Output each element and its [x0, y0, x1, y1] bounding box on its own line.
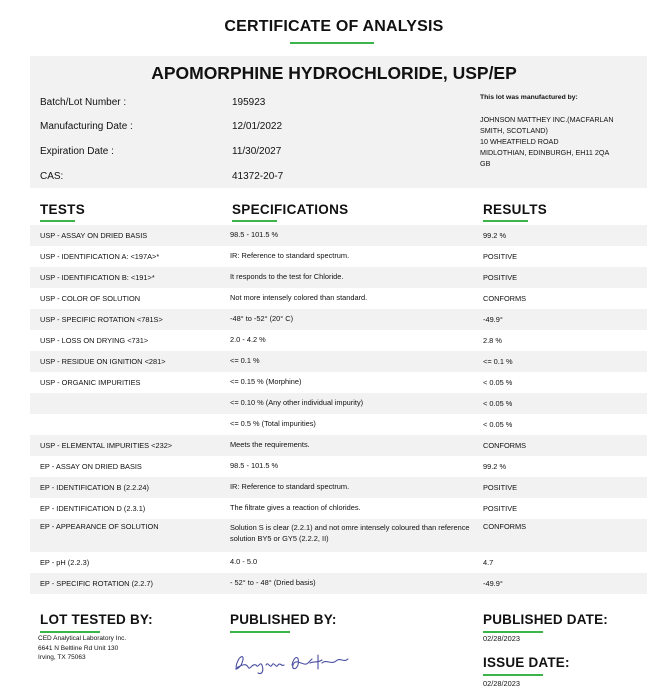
- table-row: [30, 552, 647, 573]
- test-cell: EP - APPEARANCE OF SOLUTION: [40, 522, 159, 531]
- result-cell: CONFORMS: [483, 522, 527, 531]
- expiration-date-value: 11/30/2027: [232, 146, 282, 157]
- signature-image: [228, 645, 358, 680]
- table-row: [30, 456, 647, 477]
- result-cell: 99.2 %: [483, 462, 507, 471]
- manufacturer-address-line: SMITH, SCOTLAND): [480, 126, 548, 135]
- result-cell: 4.7: [483, 558, 494, 567]
- result-cell: POSITIVE: [483, 252, 518, 261]
- table-row: [30, 372, 647, 393]
- test-cell: USP - IDENTIFICATION B: <191>*: [40, 273, 155, 282]
- test-cell: EP - SPECIFIC ROTATION (2.2.7): [40, 579, 153, 588]
- spec-cell: Meets the requirements.: [230, 440, 310, 449]
- spec-cell: IR: Reference to standard spectrum.: [230, 251, 350, 260]
- spec-cell: -48° to -52° (20° C): [230, 314, 294, 323]
- spec-cell: Not more intensely colored than standard.: [230, 293, 368, 302]
- published-by-underline: [230, 631, 290, 633]
- result-cell: < 0.05 %: [483, 420, 513, 429]
- test-cell: USP - COLOR OF SOLUTION: [40, 294, 141, 303]
- spec-cell: 98.5 - 101.5 %: [230, 461, 279, 470]
- spec-cell: - 52° to - 48° (Dried basis): [230, 578, 316, 587]
- table-row: [30, 225, 647, 246]
- manufacturer-address-line: 10 WHEATFIELD ROAD: [480, 137, 559, 146]
- spec-cell: 98.5 - 101.5 %: [230, 230, 279, 239]
- test-cell: USP - ORGANIC IMPURITIES: [40, 378, 141, 387]
- spec-cell: <= 0.1 %: [230, 356, 260, 365]
- batch-value: 195923: [232, 97, 266, 108]
- specifications-underline: [232, 220, 277, 222]
- table-row: [30, 573, 647, 594]
- table-row: [30, 288, 647, 309]
- result-cell: < 0.05 %: [483, 378, 513, 387]
- spec-cell: The filtrate gives a reaction of chlorides.: [230, 503, 361, 512]
- published-by-heading: PUBLISHED BY:: [230, 612, 337, 627]
- lot-tested-underline: [40, 631, 100, 633]
- results-header: RESULTS: [483, 202, 548, 217]
- cas-value: 41372-20-7: [232, 171, 284, 182]
- test-cell: USP - ELEMENTAL IMPURITIES <232>: [40, 441, 173, 450]
- lot-tested-by-heading: LOT TESTED BY:: [40, 612, 153, 627]
- result-cell: CONFORMS: [483, 441, 527, 450]
- lab-address-line: 6641 N Beltline Rd Unit 130: [38, 644, 119, 652]
- manufacturer-address: [480, 114, 645, 169]
- result-cell: -49.9°: [483, 315, 503, 324]
- tests-header: TESTS: [40, 202, 86, 217]
- spec-cell: Solution S is clear (2.2.1) and not omre intensely coloured than reference solution BY5 or GY5 (2.2.2, II): [230, 523, 470, 543]
- table-row: [30, 309, 647, 330]
- spec-cell: 2.0 - 4.2 %: [230, 335, 266, 344]
- issue-date-heading: ISSUE DATE:: [483, 655, 570, 670]
- lab-address-line: Irving, TX 75063: [38, 654, 86, 661]
- test-cell: USP - SPECIFIC ROTATION <781S>: [40, 315, 163, 324]
- manufacturer-address-line: MIDLOTHIAN, EDINBURGH, EH11 2QA: [480, 148, 610, 157]
- table-row: [30, 435, 647, 456]
- table-row: [30, 498, 647, 519]
- published-date-heading: PUBLISHED DATE:: [483, 612, 609, 627]
- published-date-underline: [483, 631, 543, 633]
- table-row: [30, 477, 647, 498]
- result-cell: CONFORMS: [483, 294, 527, 303]
- document-title: CERTIFICATE OF ANALYSIS: [224, 18, 444, 35]
- spec-cell: IR: Reference to standard spectrum.: [230, 482, 350, 491]
- test-cell: EP - ASSAY ON DRIED BASIS: [40, 462, 142, 471]
- table-row: [30, 414, 647, 435]
- results-table: [30, 225, 647, 594]
- result-cell: 2.8 %: [483, 336, 502, 345]
- manufacturing-date-label: Manufacturing Date :: [40, 121, 133, 132]
- test-cell: USP - RESIDUE ON IGNITION <281>: [40, 357, 166, 366]
- result-cell: <= 0.1 %: [483, 357, 513, 366]
- test-cell: EP - IDENTIFICATION B (2.2.24): [40, 483, 149, 492]
- table-row: [30, 351, 647, 372]
- result-cell: < 0.05 %: [483, 399, 513, 408]
- spec-cell: It responds to the test for Chloride.: [230, 272, 344, 281]
- lab-address-line: CED Analytical Laboratory Inc.: [38, 635, 127, 642]
- expiration-date-label: Expiration Date :: [40, 146, 114, 157]
- specifications-header: SPECIFICATIONS: [232, 202, 349, 217]
- test-cell: EP - pH (2.2.3): [40, 558, 90, 567]
- results-underline: [483, 220, 528, 222]
- spec-cell: <= 0.10 % (Any other individual impurity): [230, 398, 364, 407]
- batch-label: Batch/Lot Number :: [40, 97, 127, 108]
- table-row: [30, 330, 647, 351]
- published-date-value: 02/28/2023: [483, 634, 520, 643]
- test-cell: USP - LOSS ON DRYING <731>: [40, 336, 149, 345]
- result-cell: POSITIVE: [483, 273, 518, 282]
- tests-underline: [40, 220, 75, 222]
- table-row: [30, 246, 647, 267]
- spec-cell: 4.0 - 5.0: [230, 557, 258, 566]
- table-row: [30, 267, 647, 288]
- result-cell: 99.2 %: [483, 231, 507, 240]
- manufacturer-address-line: JOHNSON MATTHEY INC.(MACFARLAN: [480, 115, 614, 124]
- table-row: [30, 393, 647, 414]
- issue-date-underline: [483, 674, 543, 676]
- result-cell: POSITIVE: [483, 504, 518, 513]
- manufacturer-address-line: GB: [480, 159, 491, 168]
- test-cell: USP - IDENTIFICATION A: <197A>*: [40, 252, 160, 261]
- test-cell: EP - IDENTIFICATION D (2.3.1): [40, 504, 146, 513]
- title-underline: [290, 42, 374, 44]
- result-cell: -49.9°: [483, 579, 503, 588]
- spec-cell: <= 0.5 % (Total impurities): [230, 419, 316, 428]
- manufacturing-date-value: 12/01/2022: [232, 121, 283, 132]
- product-name: APOMORPHINE HYDROCHLORIDE, USP/EP: [151, 63, 517, 83]
- issue-date-value: 02/28/2023: [483, 679, 520, 688]
- cas-label: CAS:: [40, 171, 64, 182]
- manufacturer-label: This lot was manufactured by:: [480, 94, 578, 101]
- table-row: [30, 519, 647, 552]
- result-cell: POSITIVE: [483, 483, 518, 492]
- test-cell: USP - ASSAY ON DRIED BASIS: [40, 231, 148, 240]
- lab-address: [38, 634, 126, 663]
- spec-cell: <= 0.15 % (Morphine): [230, 377, 302, 386]
